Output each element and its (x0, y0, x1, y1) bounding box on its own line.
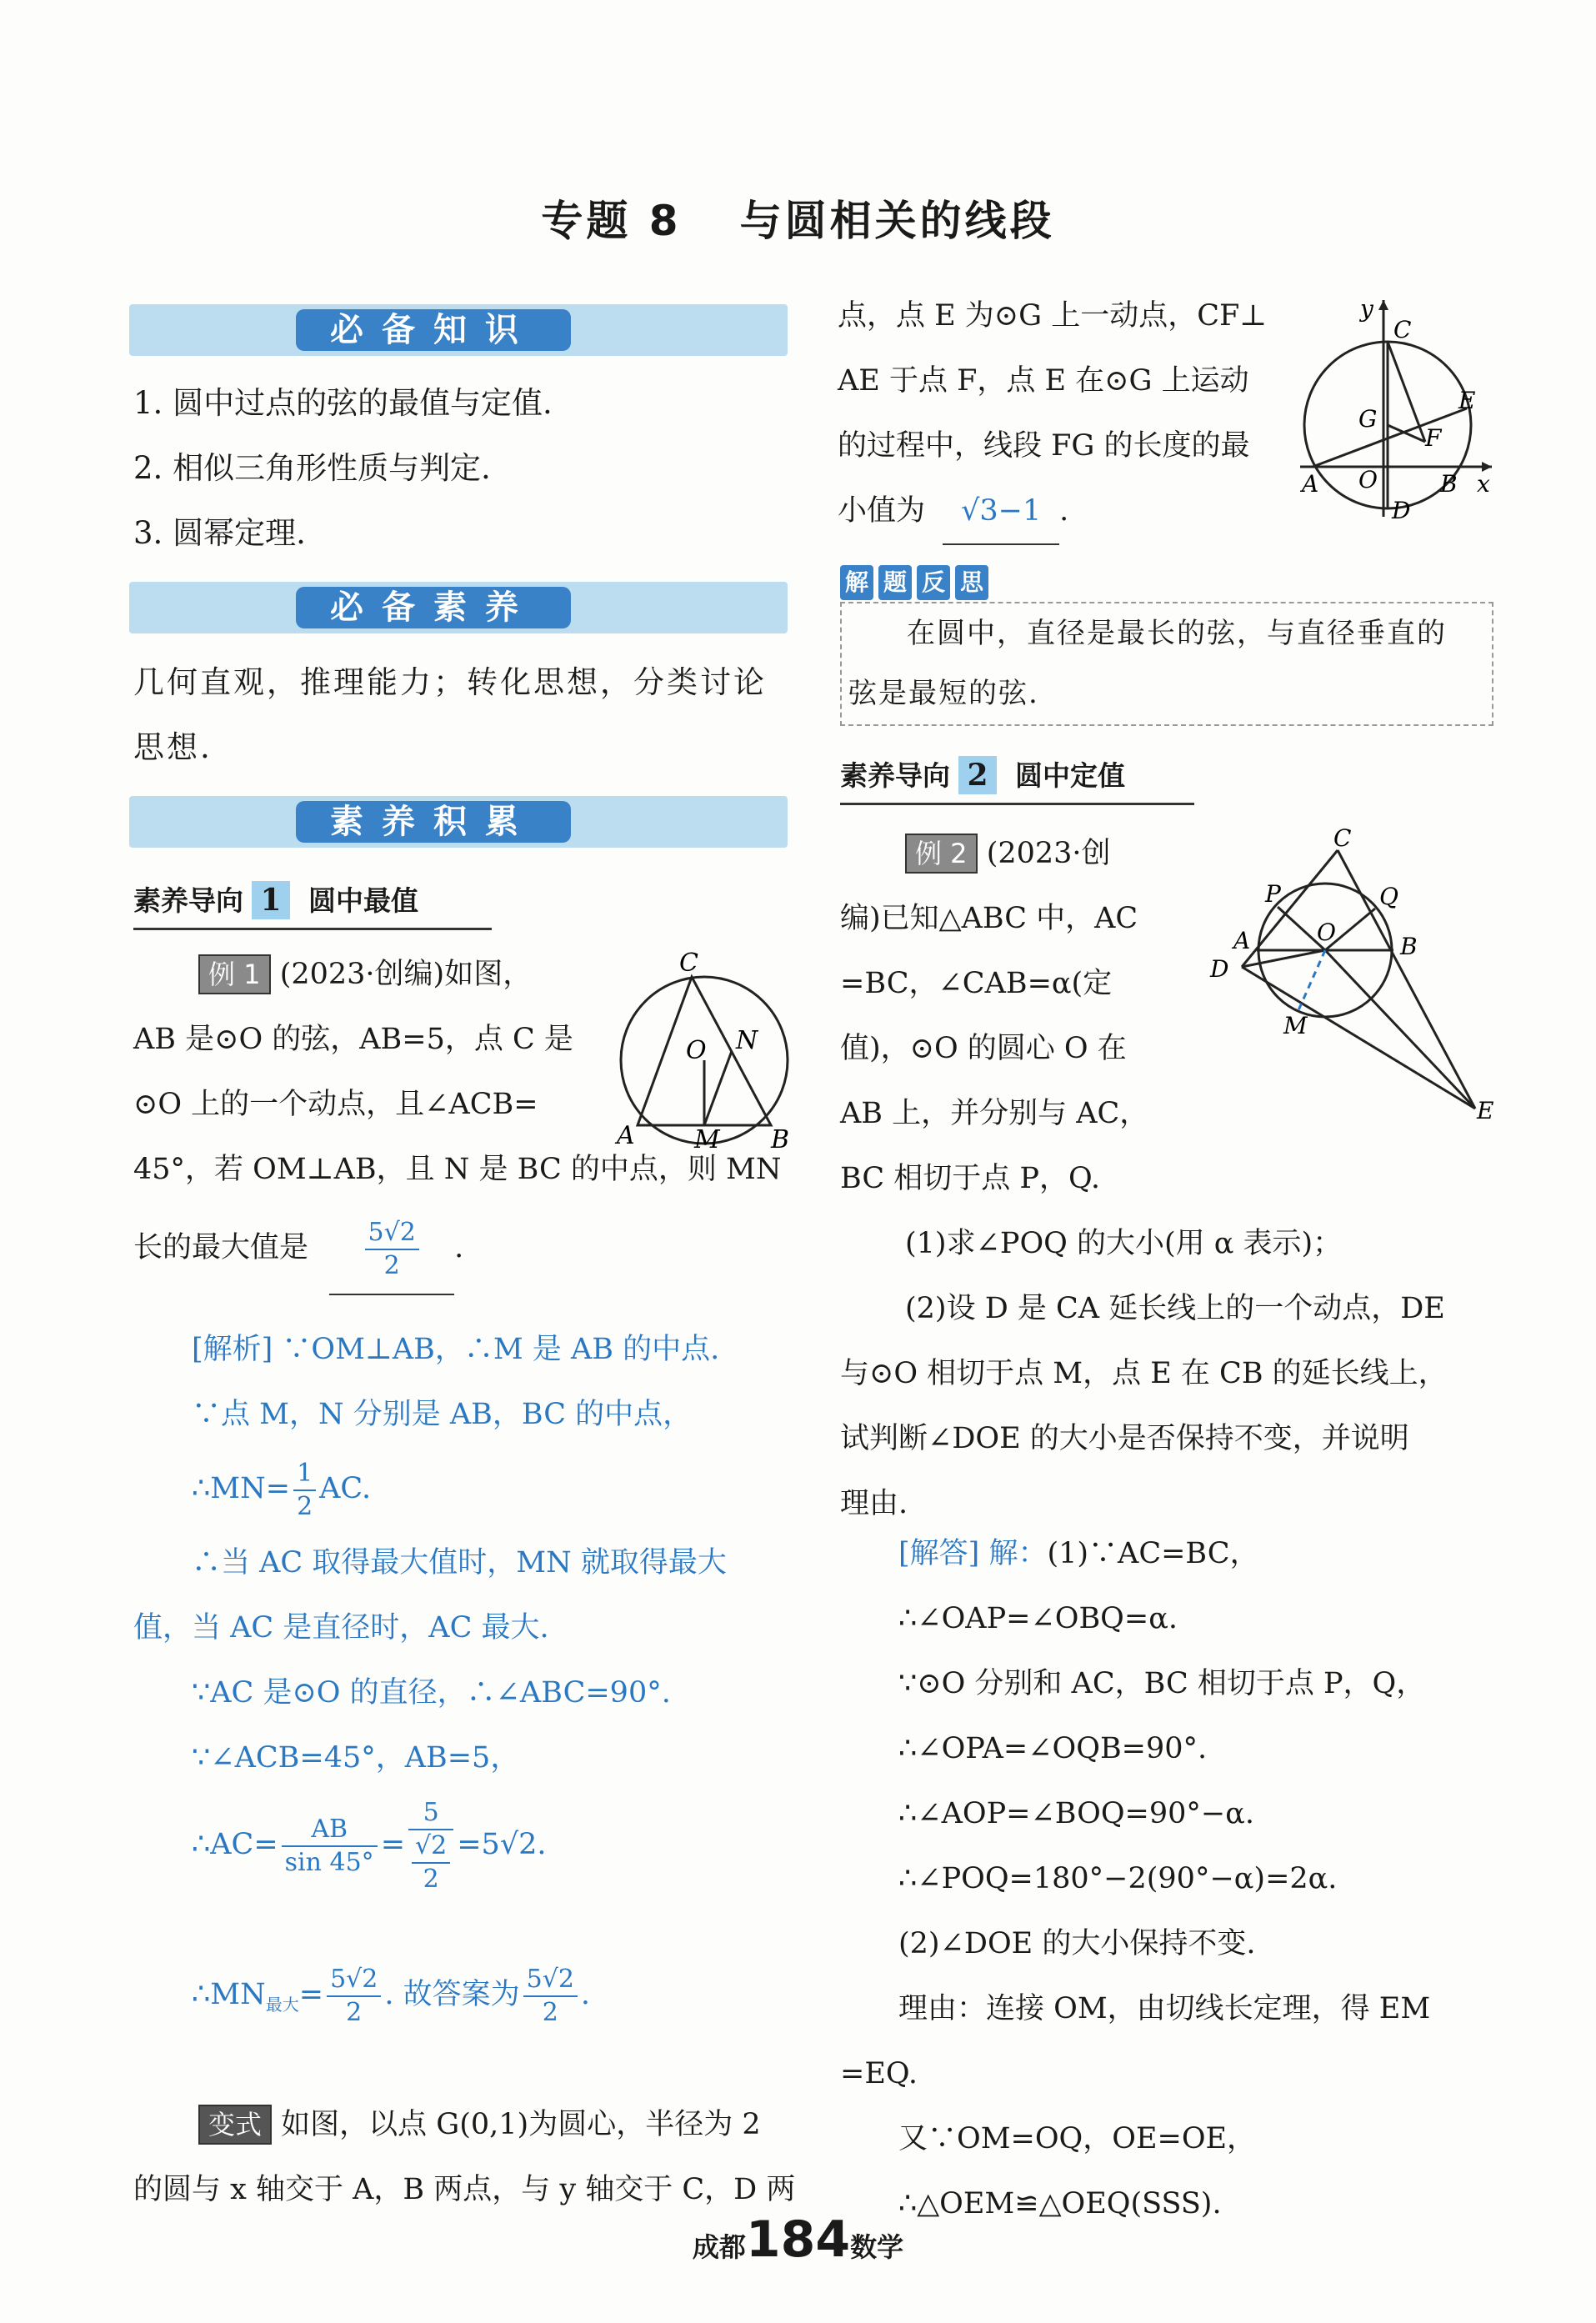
label-O: O (1317, 919, 1336, 946)
banner-knowledge (129, 304, 788, 356)
example-tag: 例 1 (198, 954, 271, 994)
solution-line-ac: ∴AC= $\frac{AB}{\sin 45^\circ}$ = $\frac{5}{\frac{√2}{2}}$ =5√2. (192, 1797, 547, 1894)
solution-line: 理由：连接 OM，由切线长定理，得 EM (898, 1992, 1431, 2025)
solution-line: ∵点 M，N 分别是 AB，BC 的中点， (192, 1398, 693, 1431)
knowledge-list (133, 371, 553, 566)
solution-line: 值，当 AC 是直径时，AC 最大. (133, 1611, 549, 1645)
reflect-tag: 解 题 反 思 (840, 565, 993, 600)
label-x: x (1477, 470, 1490, 498)
label-F: F (1425, 424, 1442, 452)
solution-line-mn: ∴MN= $\frac{1}{2}$ AC. (192, 1458, 372, 1521)
example-line: 值)，⊙O 的圆心 O 在 (840, 1032, 1127, 1065)
solution-line: ∴∠OAP=∠OBQ=α. (898, 1602, 1178, 1635)
solution-line: ∴△OEM≌△OEQ(SSS). (898, 2187, 1222, 2220)
solution-head-2: 解： (988, 1537, 1048, 1570)
banner-knowledge-label: 必备知识 (296, 309, 571, 351)
example-line: AB 是⊙O 的弦，AB=5，点 C 是 (133, 1023, 573, 1056)
example-line: 理由. (840, 1487, 908, 1520)
reflect-box (840, 602, 1493, 726)
knowledge-item: 1. 圆中过点的弦的最值与定值. (133, 385, 553, 421)
label-C: C (679, 950, 698, 978)
solution-1 (133, 1317, 800, 2050)
label-M: M (694, 1125, 720, 1154)
knowledge-item: 3. 圆幂定理. (133, 515, 306, 551)
label-A: A (1233, 927, 1251, 954)
example-line: AB 上，并分别与 AC， (840, 1097, 1149, 1130)
answer-fraction: $\frac{5√2}{2}$ (365, 1217, 419, 1282)
solution-line: ∴∠OPA=∠OQB=90°. (898, 1732, 1208, 1765)
solution-2 (840, 1521, 1507, 2236)
solution-line: ∴∠POQ=180°−2(90°−α)=2α. (898, 1862, 1338, 1895)
label-Q: Q (1379, 883, 1398, 910)
variant-line: 如图，以点 G(0,1)为圆心，半径为 2 (281, 2108, 761, 2141)
variant-answer: √3−1 (943, 478, 1059, 545)
variant-tag: 变式 (198, 2105, 272, 2145)
label-B: B (1440, 470, 1458, 498)
variant-line: 小值为 (838, 494, 926, 528)
example-line: 45°，若 OM⊥AB，且 N 是 BC 的中点，则 MN (133, 1153, 782, 1186)
figure-circle-chord (613, 950, 796, 1154)
page-title (0, 188, 1596, 248)
figure-tangent-circle (1200, 825, 1504, 1129)
knowledge-item: 2. 相似三角形性质与判定. (133, 450, 491, 486)
variant-line: 的过程中，线段 FG 的长度的最 (838, 429, 1250, 463)
label-D: D (1210, 955, 1229, 983)
topic-name: 与圆相关的线段 (739, 197, 1055, 245)
variant-line: 点，点 E 为⊙G 上一动点，CF⊥ (838, 299, 1268, 333)
label-A: A (617, 1121, 635, 1150)
label-B: B (1400, 933, 1418, 960)
reflect-line: 弦是最短的弦. (848, 677, 1039, 710)
label-C: C (1333, 825, 1352, 852)
section-label: 素养导向 (133, 884, 243, 917)
example-line: BC 相切于点 P，Q. (840, 1162, 1101, 1195)
solution-line-mnmax: $\therefore MN_{最大}=$ $\frac{5√2}{2}$ . 故答案为 $\frac{5√2}{2}$ . (192, 1964, 591, 2027)
topic-number: 专题 8 (541, 197, 682, 245)
label-C: C (1393, 316, 1412, 343)
banner-accumulation-label: 素养积累 (296, 801, 571, 843)
solution-line: =EQ. (840, 2057, 918, 2090)
label-M: M (1283, 1012, 1308, 1039)
solution-line: [解析] ∵OM⊥AB，∴M 是 AB 的中点. (192, 1333, 720, 1366)
solution-line: ∴∠AOP=∠BOQ=90°−α. (898, 1797, 1254, 1830)
section-name: 圆中定值 (1015, 759, 1125, 792)
footer-right: 数学 (850, 2231, 904, 2263)
label-B: B (771, 1125, 790, 1154)
example-line: =BC，∠CAB=α(定 (840, 967, 1113, 1000)
example-line: 与⊙O 相切于点 M，点 E 在 CB 的延长线上， (840, 1357, 1448, 1390)
literacy-line: 思想. (133, 729, 213, 765)
literacy-text (133, 650, 767, 780)
example-line: (2023·创编)如图， (279, 958, 533, 991)
page-number: 184 (745, 2210, 851, 2269)
example-line: 编)已知△ABC 中，AC (840, 902, 1138, 935)
label-N: N (736, 1026, 758, 1055)
example-line: 长的最大值是 (133, 1231, 309, 1264)
label-E: E (1458, 387, 1476, 414)
literacy-line: 几何直观，推理能力；转化思想，分类讨论 (133, 664, 767, 700)
example-1: 例 1 (2023·创编)如图， AB 是⊙O 的弦，AB=5，点 C 是 ⊙O 上的一个动点，且∠ACB= 45°，若 OM⊥AB，且 N 是 BC 的中点，则 MN 长的最大值是 $\frac{5√2}{2}$ . (133, 942, 800, 1295)
example-line: (1)求∠POQ 的大小(用 α 表示)； (905, 1227, 1343, 1260)
solution-head: [解答] (898, 1537, 980, 1570)
banner-literacy (129, 582, 788, 633)
solution-line: (1)∵AC=BC， (1047, 1537, 1259, 1570)
label-O: O (686, 1036, 707, 1065)
reflect-line: 在圆中，直径是最长的弦，与直径垂直的 (907, 617, 1447, 650)
solution-line: (2)∠DOE 的大小保持不变. (898, 1927, 1256, 1960)
banner-literacy-label: 必备素养 (296, 587, 571, 628)
label-O: O (1358, 466, 1378, 493)
banner-accumulation (129, 796, 788, 848)
variant (133, 2092, 800, 2222)
section-heading-2 (840, 754, 1194, 805)
answer-blank (329, 1202, 454, 1295)
label-G: G (1358, 405, 1378, 433)
solution-line: ∵∠ACB=45°，AB=5， (192, 1741, 520, 1775)
section-number: 2 (958, 756, 997, 794)
variant-continued: 点，点 E 为⊙G 上一动点，CF⊥ AE 于点 F，点 E 在⊙G 上运动 的过程中，线段 FG 的长度的最 小值为 √3−1 . (838, 283, 1288, 545)
solution-line: ∵⊙O 分别和 AC，BC 相切于点 P，Q， (898, 1667, 1426, 1700)
example-line: 试判断∠DOE 的大小是否保持不变，并说明 (840, 1422, 1409, 1455)
solution-line: ∵AC 是⊙O 的直径，∴∠ABC=90°. (192, 1676, 671, 1710)
variant-line: 的圆与 x 轴交于 A，B 两点，与 y 轴交于 C，D 两 (133, 2173, 796, 2206)
variant-line: AE 于点 F，点 E 在⊙G 上运动 (838, 364, 1249, 398)
page-footer (0, 2210, 1596, 2269)
figure-coordinate-circle (1292, 292, 1500, 525)
label-A: A (1302, 470, 1319, 498)
solution-line: ∴当 AC 取得最大值时，MN 就取得最大 (192, 1546, 727, 1580)
label-y: y (1360, 295, 1373, 323)
label-D: D (1392, 497, 1411, 524)
example-line: (2023·创 (986, 837, 1111, 870)
section-heading-1 (133, 879, 492, 930)
example-tag: 例 2 (905, 834, 978, 874)
solution-line: 又∵OM=OQ，OE=OE， (898, 2122, 1257, 2155)
label-E: E (1477, 1097, 1494, 1124)
example-line: (2)设 D 是 CA 延长线上的一个动点，DE (905, 1292, 1445, 1325)
label-P: P (1265, 880, 1281, 908)
example-line: ⊙O 上的一个动点，且∠ACB= (133, 1088, 538, 1121)
section-label: 素养导向 (840, 759, 950, 792)
section-name: 圆中最值 (308, 884, 418, 917)
section-number: 1 (252, 881, 290, 919)
footer-left: 成都 (692, 2231, 746, 2263)
